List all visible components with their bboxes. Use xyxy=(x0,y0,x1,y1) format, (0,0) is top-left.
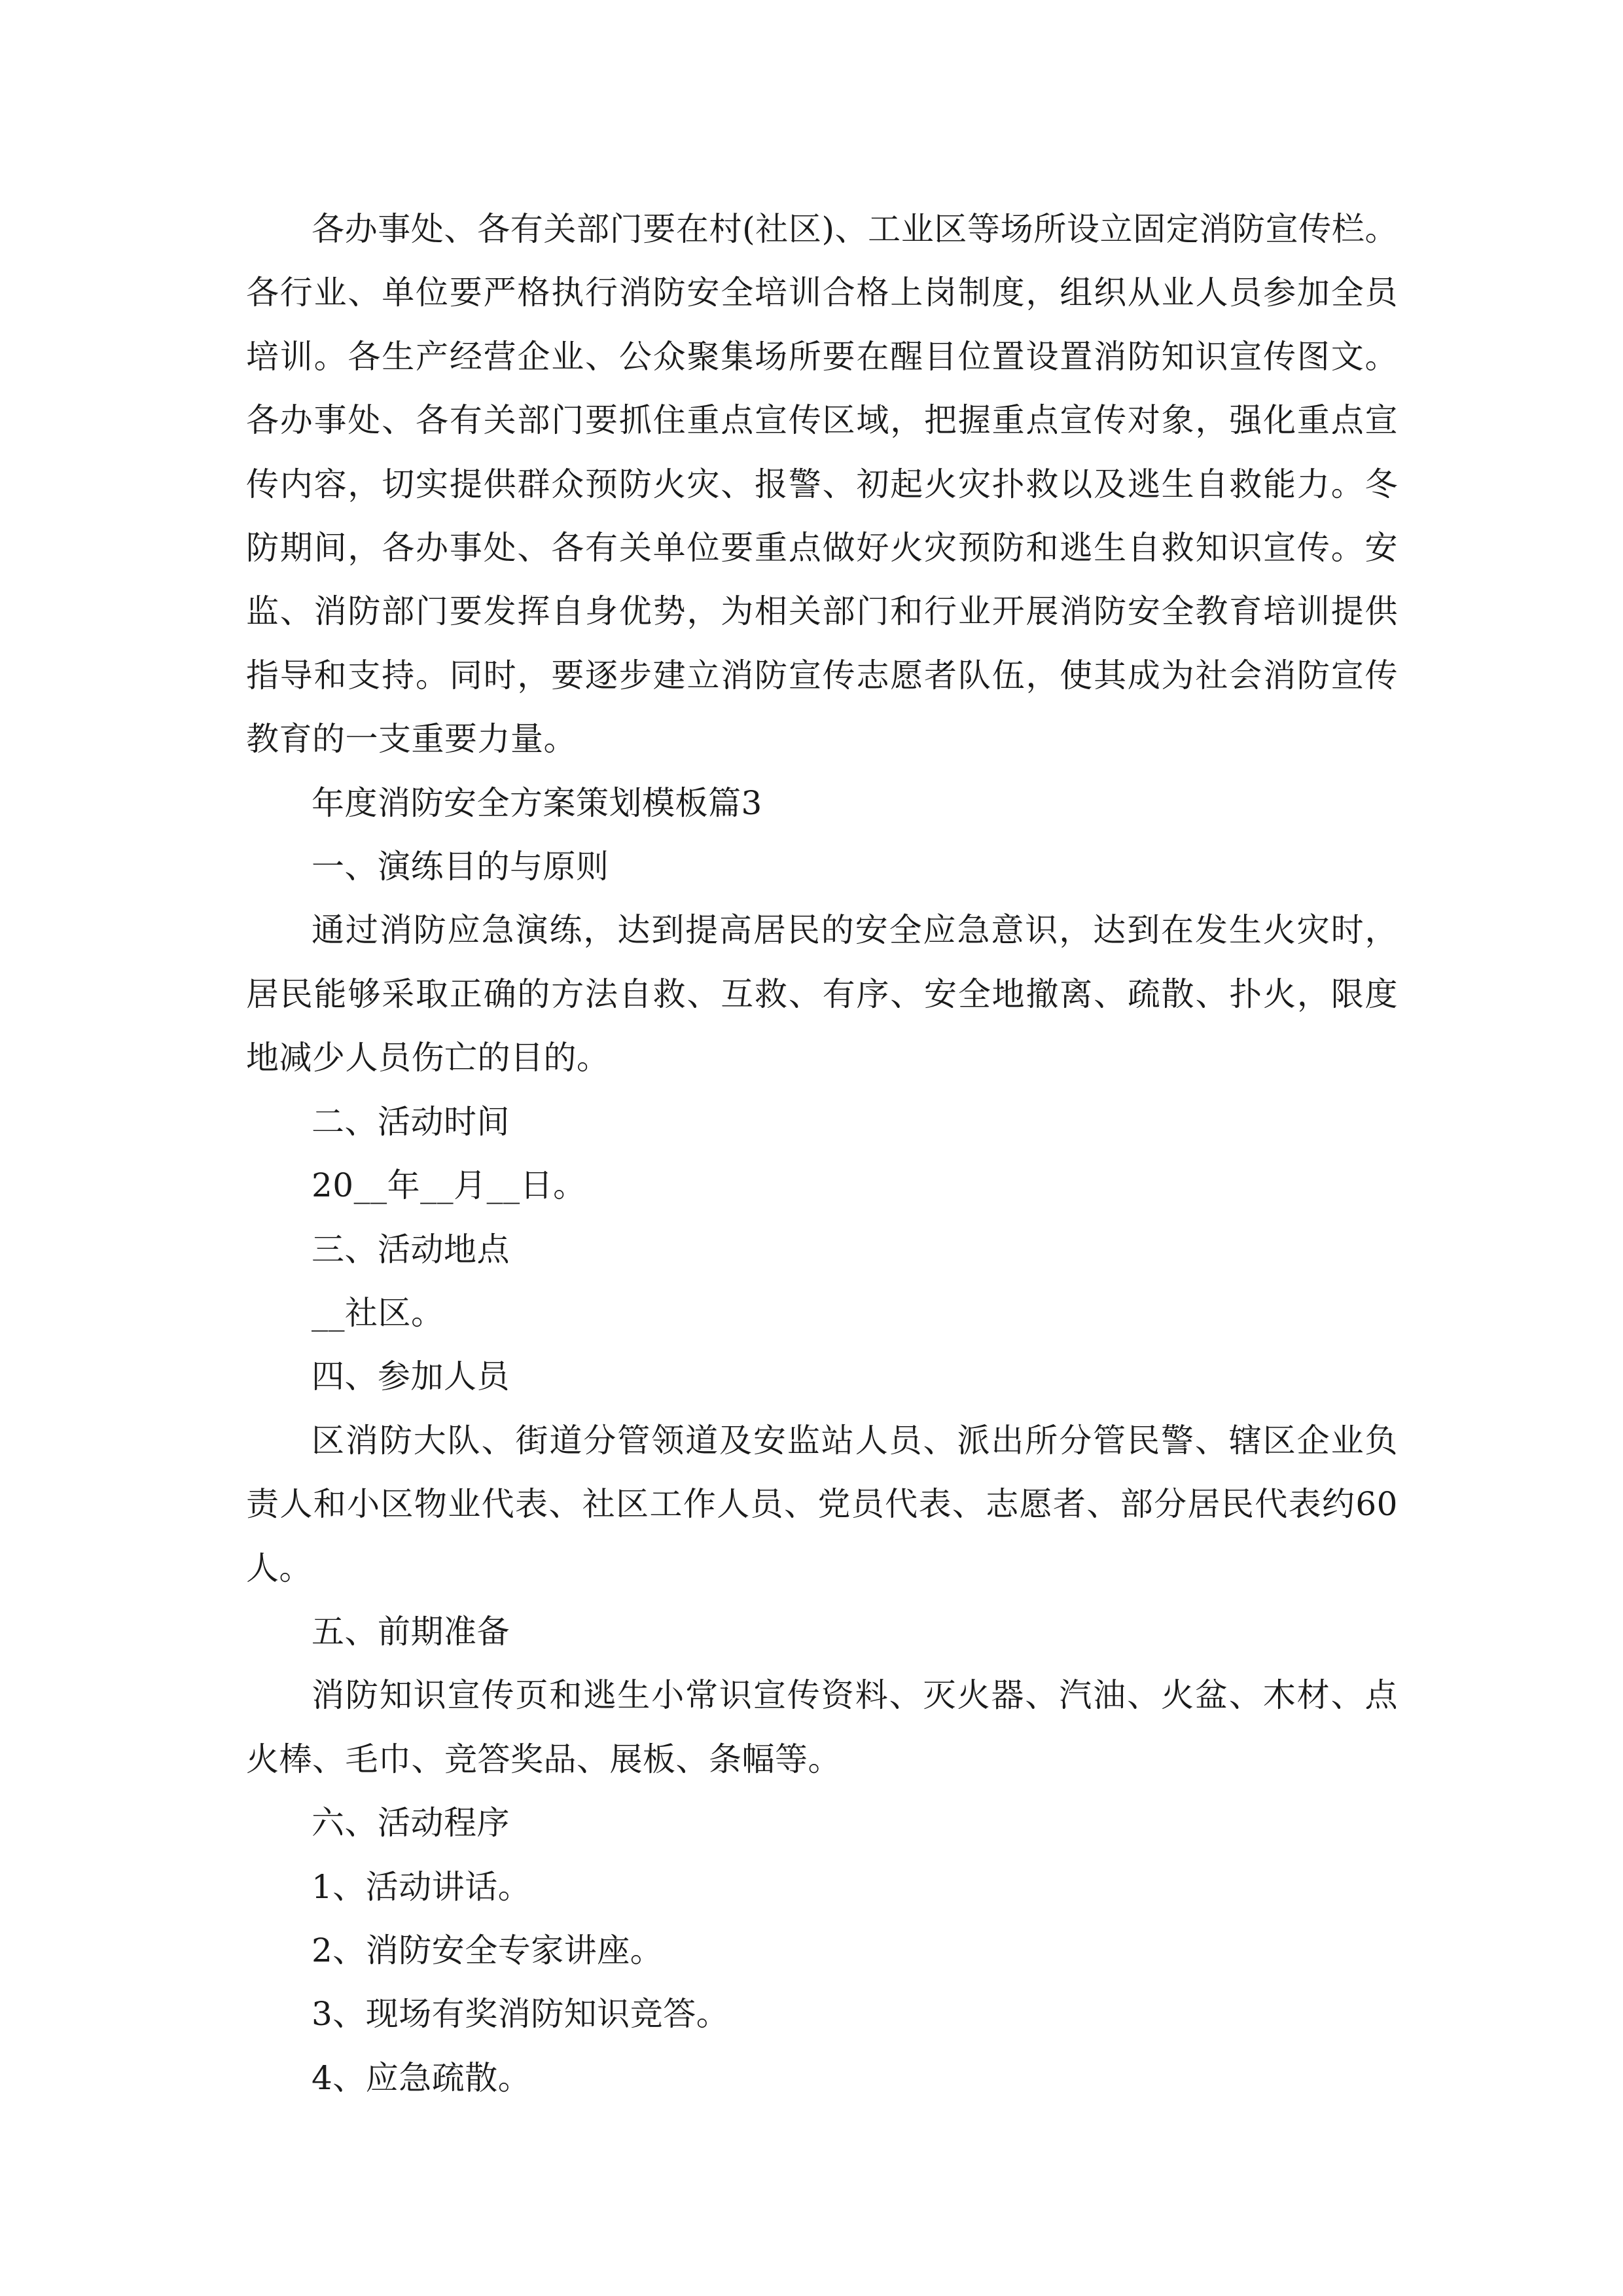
procedure-item: 2、消防安全专家讲座。 xyxy=(312,1931,664,1969)
heading-location: 三、活动地点 xyxy=(312,1230,510,1268)
procedure-item: 3、现场有奖消防知识竞答。 xyxy=(312,1995,730,2034)
heading-procedure: 六、活动程序 xyxy=(312,1804,510,1842)
procedure-item: 1、活动讲话。 xyxy=(312,1867,531,1906)
document-body xyxy=(246,198,1398,2110)
paragraph-preparation: 消防知识宣传页和逃生小常识宣传资料、灭火器、汽油、火盆、木材、点火棒、毛巾、竞答奖品、展板、条幅等。 xyxy=(246,1676,1398,1778)
paragraph-participants: 区消防大队、街道分管领道及安监站人员、派出所分管民警、辖区企业负责人和小区物业代表、社区工作人员、党员代表、志愿者、部分居民代表约60人。 xyxy=(246,1421,1398,1587)
heading-time: 二、活动时间 xyxy=(312,1102,510,1141)
procedure-item: 4、应急疏散。 xyxy=(312,2058,531,2097)
heading-purpose: 一、演练目的与原则 xyxy=(312,848,609,886)
paragraph-location: __社区。 xyxy=(312,1293,444,1332)
heading-participants: 四、参加人员 xyxy=(312,1357,510,1396)
heading-preparation: 五、前期准备 xyxy=(312,1612,510,1651)
paragraph-purpose: 通过消防应急演练，达到提高居民的安全应急意识，达到在发生火灾时，居民能够采取正确的方法自救、互救、有序、安全地撤离、疏散、扑火，限度地减少人员伤亡的目的。 xyxy=(246,911,1398,1077)
paragraph-publicity-requirements: 各办事处、各有关部门要在村(社区)、工业区等场所设立固定消防宣传栏。各行业、单位要严格执行消防安全培训合格上岗制度，组织从业人员参加全员培训。各生产经营企业、公众聚集场所要在醒目位置设置消防知识宣传图文。各办事处、各有关部门要抓住重点宣传区域，把握重点宣传对象，强化重点宣传内容，切实提供群众预防火灾、报警、初起火灾扑救以及逃生自救能力。冬防期间，各办事处、各有关单位要重点做好火灾预防和逃生自救知识宣传。安监、消防部门要发挥自身优势，为相关部门和行业开展消防安全教育培训提供指导和支持。同时，要逐步建立消防宣传志愿者队伍，使其成为社会消防宣传教育的一支重要力量。 xyxy=(246,210,1398,759)
paragraph-time: 20__年__月__日。 xyxy=(312,1166,586,1205)
section-title: 年度消防安全方案策划模板篇3 xyxy=(312,783,762,822)
